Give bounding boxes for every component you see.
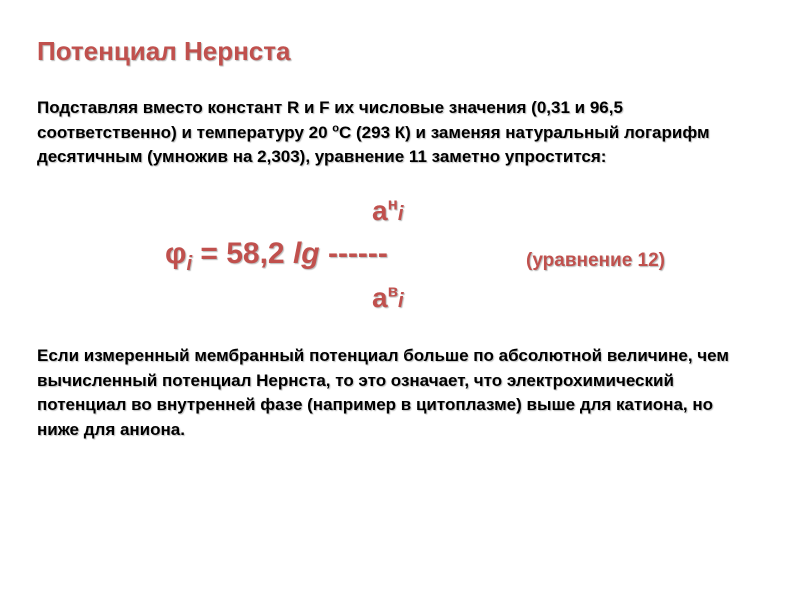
equation-lhs-symbol: φ <box>165 237 187 270</box>
paragraph-substitution-text-1: Подставляя вместо констант R и F их числовые значения (0,31 и 96,5 соответственно) и температуру 20 <box>37 98 623 142</box>
paragraph-conclusion: Если измеренный мембранный потенциал больше по абсолютной величине, чем вычисленный потенциал Нернста, то это означает, что электрохимический потенциал во внутренней фазе (например в цитоплазме) выше для катиона, но ниже для аниона. <box>37 346 729 439</box>
equation-label: (уравнение 12) <box>526 250 666 271</box>
denominator-base: a <box>372 282 388 313</box>
equation-lhs-index: i <box>186 253 193 275</box>
equation-numerator <box>372 195 403 227</box>
equation-fraction-bar: ------ <box>319 237 388 270</box>
paragraph-substitution <box>37 96 757 170</box>
numerator-base: a <box>372 195 388 226</box>
numerator-superscript: н <box>387 194 398 214</box>
numerator-index: i <box>397 203 404 225</box>
equation-coefficient: = 58,2 <box>192 237 293 270</box>
slide-title: Потенциал Нернста <box>37 36 291 66</box>
denominator-superscript: в <box>387 281 399 301</box>
degree-superscript: о <box>332 121 340 134</box>
denominator-index: i <box>398 290 404 312</box>
equation-main-line <box>165 237 388 275</box>
paragraph-substitution-text-2: С (293 К) и заменяя натуральный логарифм десятичным (умножив на 2,303), уравнение 11 заметно упростится: <box>37 122 710 166</box>
equation-log: lg <box>292 237 320 270</box>
equation-denominator <box>372 282 404 314</box>
